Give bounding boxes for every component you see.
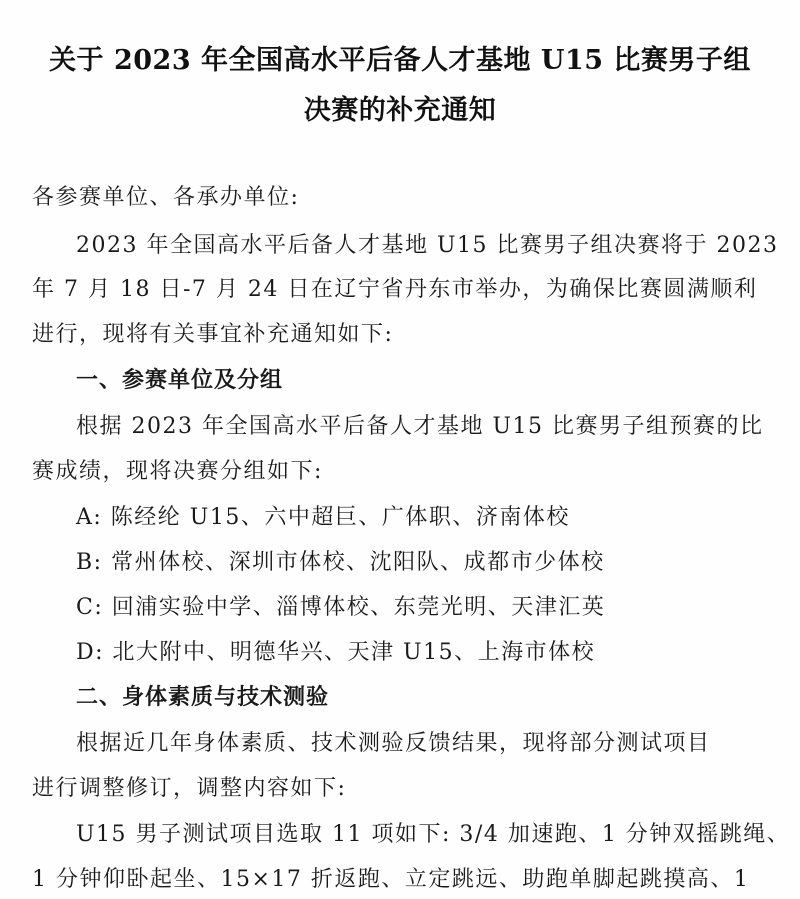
salutation: 各参赛单位、各承办单位: xyxy=(32,185,300,210)
section-1-body-line-2: 赛成绩，现将决赛分组如下: xyxy=(32,459,323,484)
section-2-body-line-3: U15 男子测试项目选取 11 项如下: 3/4 加速跑、1 分钟双摇跳绳、 xyxy=(76,822,791,847)
group-c: C: 回浦实验中学、淄博体校、东莞光明、天津汇英 xyxy=(76,595,606,620)
section-2-heading: 二、身体素质与技术测验 xyxy=(76,685,330,710)
intro-line-1: 2023 年全国高水平后备人才基地 U15 比赛男子组决赛将于 2023 xyxy=(76,233,779,258)
intro-line-2: 年 7 月 18 日-7 月 24 日在辽宁省丹东市举办，为确保比赛圆满顺利 xyxy=(32,277,758,302)
section-2-body-line-4: 1 分钟仰卧起坐、15×17 折返跑、立定跳远、助跑单脚起跳摸高、1 xyxy=(32,867,750,892)
document-title-line-1: 关于 2023 年全国高水平后备人才基地 U15 比赛男子组 xyxy=(49,45,751,76)
section-2-body-line-1: 根据近几年身体素质、技术测验反馈结果，现将部分测试项目 xyxy=(76,731,711,756)
intro-line-3: 进行，现将有关事宜补充通知如下: xyxy=(32,322,394,347)
section-1-heading: 一、参赛单位及分组 xyxy=(76,368,284,393)
section-2-body-line-2: 进行调整修订，调整内容如下: xyxy=(32,776,347,801)
group-d: D: 北大附中、明德华兴、天津 U15、上海市体校 xyxy=(76,640,596,665)
group-a: A: 陈经纶 U15、六中超巨、广体职、济南体校 xyxy=(76,505,570,530)
group-b: B: 常州体校、深圳市体校、沈阳队、成都市少体校 xyxy=(76,550,605,575)
document-title-line-2: 决赛的补充通知 xyxy=(303,95,497,126)
section-1-body-line-1: 根据 2023 年全国高水平后备人才基地 U15 比赛男子组预赛的比 xyxy=(76,414,764,439)
